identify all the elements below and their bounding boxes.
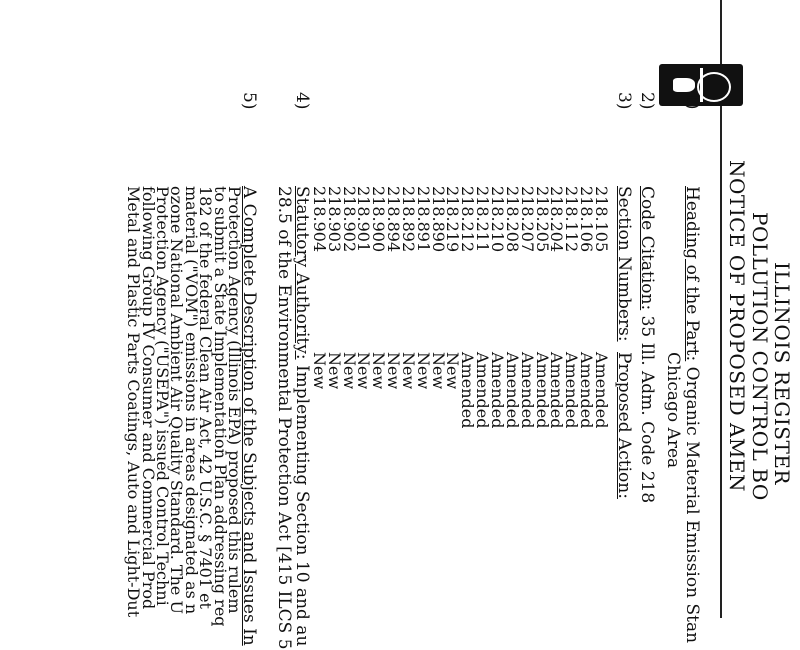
section-number: 218.894 [384,186,404,253]
section-number: 218.106 [577,186,597,253]
section-number: 218.901 [354,186,374,253]
section-number: 218.208 [502,186,522,253]
paragraph-line: Metal and Plastic Parts Coatings, Auto and Light-Dut [124,186,144,618]
paragraph-line: 182 of the federal Clean Air Act, 42 U.S.C. § 7401 et [196,186,216,609]
section-action: New [324,352,344,390]
section-number: 218.211 [473,186,493,253]
proposed-action-label: Proposed Action: [614,352,634,499]
section-action: Amended [562,352,582,429]
paragraph-line: Protection Agency ("USEPA") issued Control Techni [152,186,172,606]
section-number: 218.891 [413,186,433,253]
description-paragraph [124,186,244,627]
item-number-1: 1) [682,92,702,110]
section-number: 218.903 [324,186,344,253]
item-number-4: 4) [292,92,312,110]
section-action: Amended [577,352,597,429]
section-action: Amended [473,352,493,429]
section-action: New [309,352,329,390]
board-name: POLLUTION CONTROL BO [748,212,772,501]
section-action: Amended [488,352,508,429]
heading-label: Heading of the Part: [682,186,702,362]
statutory-authority [292,186,312,646]
section-number: 218.105 [592,186,611,253]
section-action: Amended [592,352,611,429]
paragraph-line: ozone National Ambient Air Quality Standard. The U [167,186,187,614]
section-action: New [398,352,418,390]
section-action: New [369,352,389,390]
heading-value: Organic Material Emission Stan [682,366,702,644]
section-action: New [354,352,374,390]
section-numbers-label: Section Numbers: [614,186,634,342]
section-number: 218.212 [458,186,478,253]
paragraph-line: Protection Agency (Illinois EPA) proposed this rulem [225,186,244,614]
code-citation [637,186,657,503]
item-number-2: 2) [637,92,657,110]
section-number: 218.900 [369,186,389,253]
notice-title: NOTICE OF PROPOSED AMEN [725,160,749,493]
section-action: Amended [532,352,552,429]
section-number: 218.890 [428,186,448,253]
paragraph-line: to submit a State Implementation Plan addressing req [210,186,230,627]
section-action: Amended [502,352,522,429]
section-action: New [384,352,404,390]
section-action: Amended [458,352,478,429]
section-action: Amended [517,352,537,429]
section-action: New [413,352,433,390]
citation-value: 35 Ill. Adm. Code 218 [637,315,657,504]
item-number-5: 5) [239,92,259,110]
section-number: 218.219 [443,186,463,253]
paragraph-line: following Group IV Consumer and Commercial Prod [138,186,158,610]
section-number: 218.902 [339,186,359,253]
section-number: 218.210 [488,186,508,253]
section-number: 218.904 [309,186,329,253]
heading-value-line2: Chicago Area [663,352,683,469]
paragraph-line: material ("VOM") emissions in areas designated as n [181,186,201,615]
statutory-text-line2: 28.5 of the Environmental Protection Act [415 ILCS 5 [274,186,294,650]
section-number: 218.204 [547,186,567,253]
register-title: ILLINOIS REGISTER [770,262,794,485]
section-number: 218.112 [562,186,582,253]
item-number-3: 3) [614,92,634,110]
section-action: New [339,352,359,390]
citation-label: Code Citation: [637,186,657,311]
statutory-text: Implementing Section 10 and au [292,364,312,647]
section-number: 218.892 [398,186,418,253]
heading-of-part [682,186,702,643]
complete-description-label: A Complete Description of the Subjects and Issues In [239,186,259,646]
section-number: 218.207 [517,186,537,253]
section-action: New [443,352,463,390]
statutory-label: Statutory Authority: [292,186,312,360]
section-action: New [428,352,448,390]
section-action: Amended [547,352,567,429]
section-number: 218.205 [532,186,552,253]
